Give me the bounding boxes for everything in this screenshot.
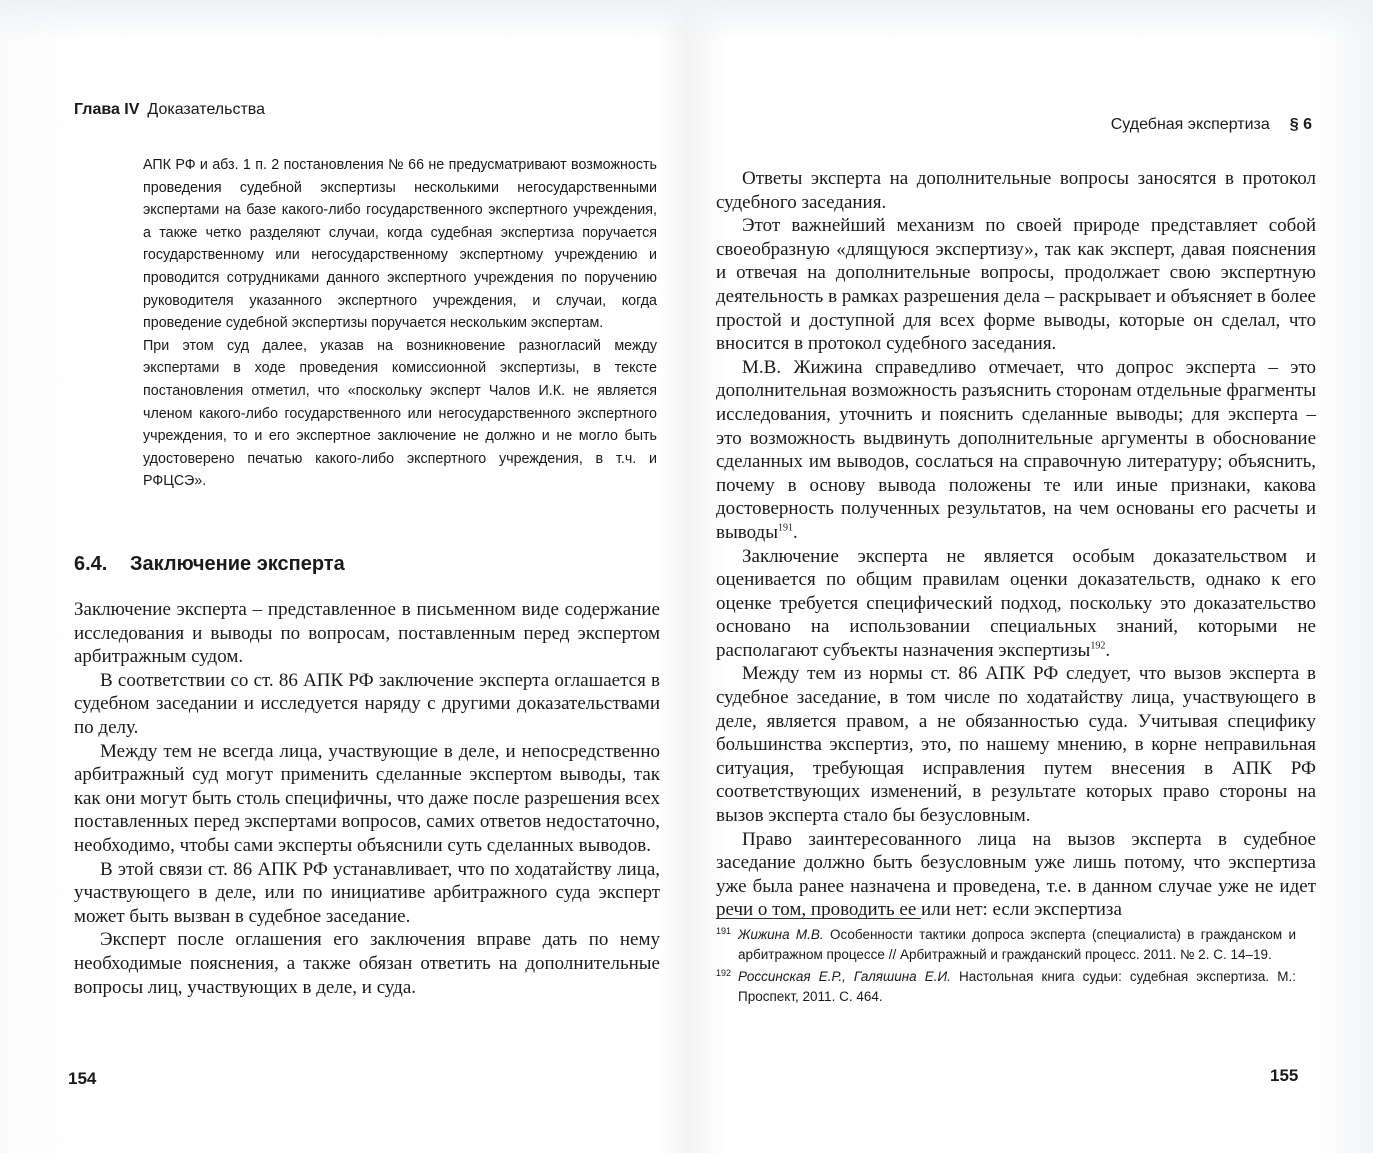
section-number: 6.4. [74, 553, 108, 575]
footnote-ref: 192 [1090, 640, 1106, 652]
body-paragraph: В соответствии со ст. 86 АПК РФ заключение эксперта оглашается в судебном заседании и исследуется наряду с другими доказательствами по делу. [74, 669, 660, 738]
section-running-title: Судебная экспертиза [1110, 116, 1270, 133]
body-paragraph: Между тем не всегда лица, участвующие в деле, и непосредственно арбитражный суд могут применить сделанные экспертом выводы, так как они могут быть столь специфичны, что даже после разрешения всех поставленных перед экспертами вопросов, самих ответов недостаточно, необходимо, чтобы сами эксперты объяснили суть сделанных выводов. [74, 740, 660, 856]
section-title: Заключение эксперта [130, 553, 345, 575]
running-head-left [74, 101, 265, 119]
quote-paragraph: При этом суд далее, указав на возникновение разногласий между экспертами в ходе проведения комиссионной экспертизы, в тексте постановления отметил, что «поскольку эксперт Чалов И.К. не является членом какого-либо государственного или негосударственного экспертного учреждения, то и его экспертное заключение не должно и не могло быть удостоверено печатью какого-либо экспертного учреждения, в т.ч. и РФЦСЭ». [143, 337, 657, 490]
quote-paragraph: АПК РФ и абз. 1 п. 2 постановления № 66 не предусматривают возможность проведения судебной экспертизы несколькими негосударственными экспертами на базе какого-либо государственного экспертного учреждения, а также четко разделяют случаи, когда судебная экспертиза поручается государственному или негосударственному экспертному учреждению и проводится сотрудниками данного экспертного учреждения по поручению руководителя указанного экспертного учреждения, и случаи, когда проведение судебной экспертизы поручается нескольким экспертам. [143, 157, 657, 332]
body-paragraph-text: Заключение эксперта не является особым доказательством и оценивается по общим правилам оценки доказательств, однако к его оценке требуется специфический подход, поскольку это доказательство основано на использовании специальных знаний, которыми не располагают субъекты назначения экспертизы [716, 545, 1316, 661]
body-paragraph: В этой связи ст. 86 АПК РФ устанавливает, что по ходатайству лица, участвующего в деле, или по инициативе арбитражного суда эксперт может быть вызван в судебное заседание. [74, 858, 660, 927]
body-paragraph: Ответы эксперта на дополнительные вопросы заносятся в протокол судебного заседания. [716, 168, 1316, 213]
chapter-label: Глава IV [74, 101, 140, 118]
right-body-text [716, 167, 1316, 922]
left-page [0, 0, 686, 1153]
footnote-ref: 191 [777, 522, 793, 534]
body-paragraph: Заключение эксперта – представленное в письменном виде содержание исследования и выводы по вопросам, поставленным перед экспертом арбитражным судом. [74, 599, 660, 668]
footnote [716, 925, 1296, 964]
footnote-divider [716, 918, 921, 919]
page-number-left: 154 [68, 1069, 97, 1088]
body-paragraph: Право заинтересованного лица на вызов эксперта в судебное заседание должно быть безусловным уже лишь потому, что экспертиза уже была ранее назначена и проведена, т.е. в данном случае уже не идет речи о том, проводить ее или нет: если экспертиза [716, 828, 1316, 921]
body-paragraph: Эксперт после оглашения его заключения вправе дать по нему необходимые пояснения, а также обязан ответить на дополнительные вопросы лиц, участвующих в деле, и суда. [74, 929, 660, 998]
chapter-title: Доказательства [147, 101, 266, 118]
body-paragraph-text: М.В. Жижина справедливо отмечает, что допрос эксперта – это дополнительная возможность разъяснить сторонам отдельные фрагменты исследования, уточнить и пояснить сделанные выводы; для эксперта – это возможность выдвинуть дополнительные аргументы в обоснование сделанных им выводов, сослаться на справочную литературу; объяснить, почему в основу вывода положены те или иные признаки, какова достоверность полученных результатов, на чем основаны его расчеты и выводы [716, 356, 1316, 543]
quotation-block [143, 154, 657, 493]
footnote-author: Жижина М.В. [738, 927, 824, 942]
footnote-text: Настольная книга судьи: судебная экспертиза. М.: Проспект, 2011. С. 464. [738, 969, 1296, 1004]
body-paragraph: Этот важнейший механизм по своей природе представляет собой своеобразную «длящуюся экспертизу», так как эксперт, давая пояснения и отвечая на дополнительные вопросы, продолжает свою экспертную деятельность в рамках разрешения дела – раскрывает и объясняет в более простой и доступной для всех форме выводы, которые он сделал, что вносится в протокол судебного заседания. [716, 215, 1316, 355]
page-number-right: 155 [1270, 1066, 1299, 1085]
body-paragraph: Между тем из нормы ст. 86 АПК РФ следует, что вызов эксперта в судебное заседание, в том числе по ходатайству лица, участвующего в деле, является правом, а не обязанностью суда. Учитывая специфику большинства экспертиз, это, по нашему мнению, в корне неправильная ситуация, требующая исправления путем внесения в АПК РФ соответствующих изменений, в результате которых право стороны на вызов эксперта стало бы безусловным. [716, 663, 1316, 827]
right-page [686, 0, 1373, 1153]
footnote-mark: 192 [716, 968, 732, 978]
running-head-right [1102, 116, 1312, 134]
footnote-author: Россинская Е.Р., Галяшина Е.И. [738, 969, 951, 984]
body-paragraph: Заключение эксперта не является особым доказательством и оценивается по общим правилам оценки доказательств, однако к его оценке требуется специфический подход, поскольку это доказательство основано на использовании специальных знаний, которыми не располагают субъекты назначения экспертизы$^{192}$. [716, 545, 1316, 661]
body-paragraph: М.В. Жижина справедливо отмечает, что допрос эксперта – это дополнительная возможность разъяснить сторонам отдельные фрагменты исследования, уточнить и пояснить сделанные выводы; для эксперта – это возможность выдвинуть дополнительные аргументы в обоснование сделанных им выводов, сослаться на справочную литературу; объяснить, почему в основу вывода положены те или иные признаки, какова достоверность полученных результатов, на чем основаны его расчеты и выводы$^{191}$. [716, 356, 1316, 543]
footnote [716, 967, 1296, 1006]
left-body-text [74, 598, 660, 999]
section-heading [74, 553, 345, 576]
footnote-text: Особенности тактики допроса эксперта (специалиста) в гражданском и арбитражном процессе // Арбитражный и гражданский процесс. 2011. № 2. С. 14–19. [738, 927, 1296, 962]
footnotes [716, 925, 1296, 1009]
footnote-mark: 191 [716, 926, 732, 936]
section-mark: § 6 [1289, 116, 1312, 133]
